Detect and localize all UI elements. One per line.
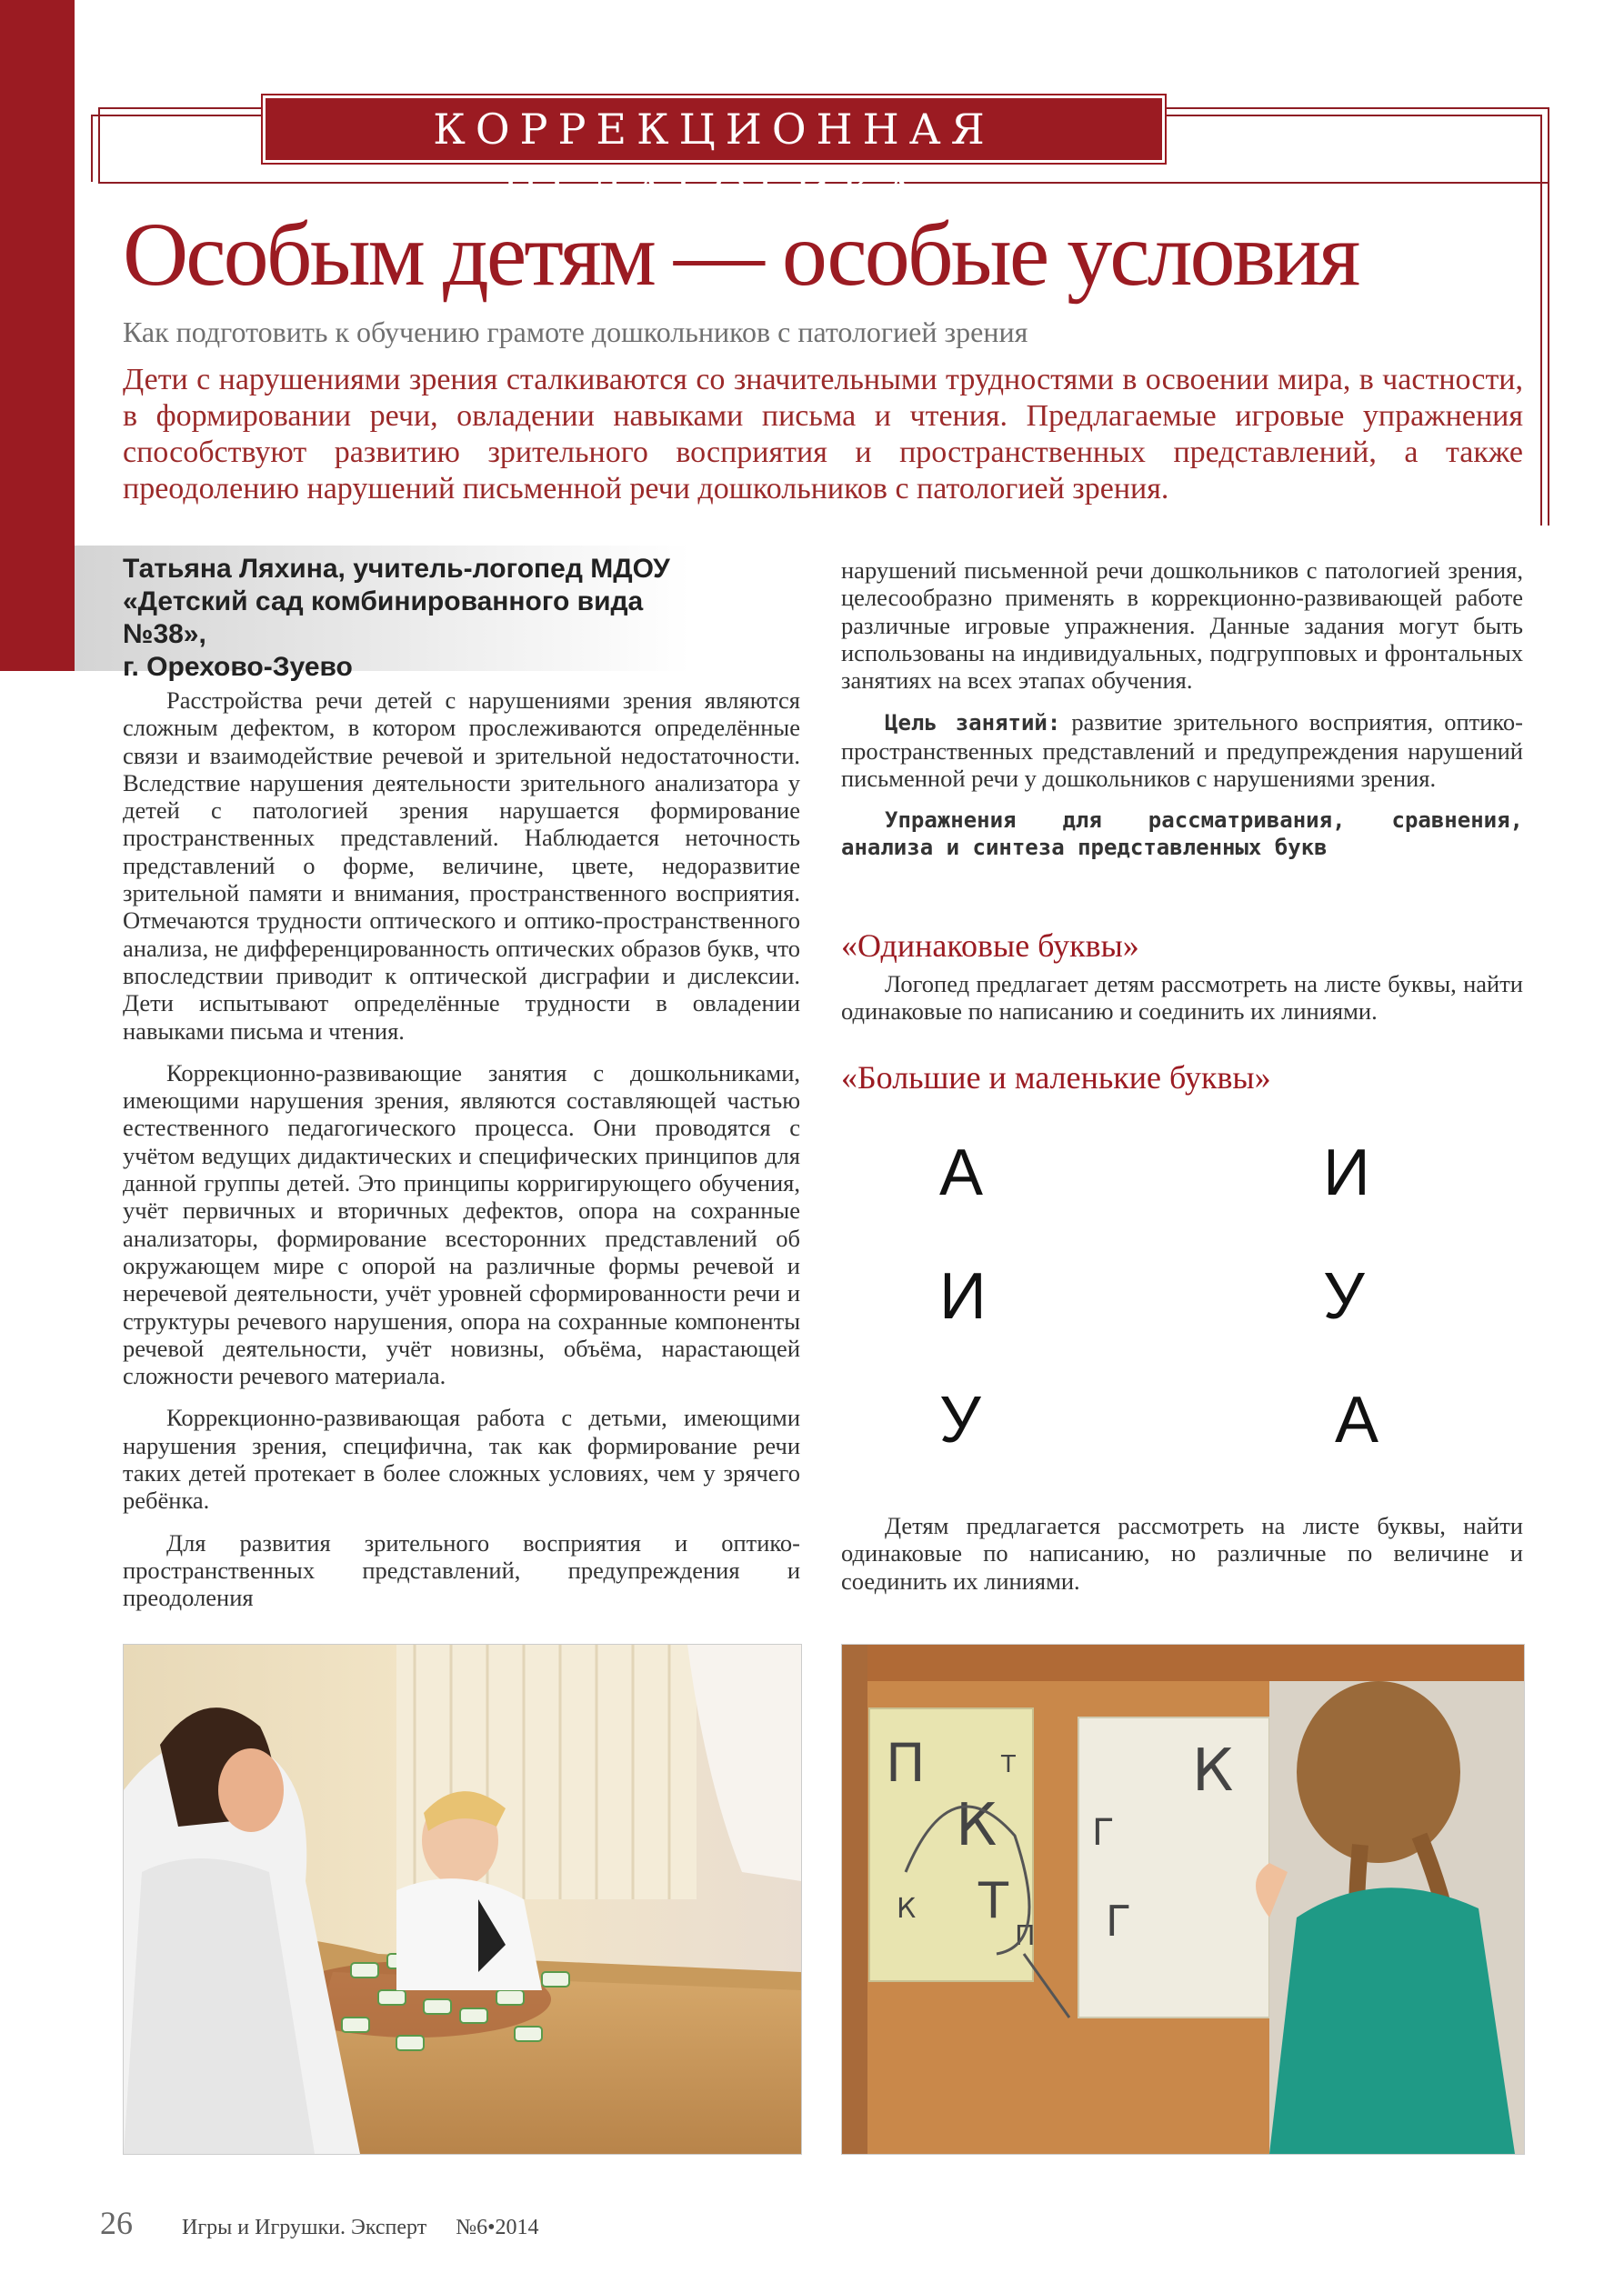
- page-number: 26: [100, 2205, 133, 2241]
- goal-text: развитие зрительного восприятия, оптико-пространственных представлений и предупреждения нарушений письменной речи у дошкольников с нарушениями зрения.: [841, 708, 1523, 793]
- article-title: Особым детям — особые условия: [123, 204, 1358, 305]
- exercise-1-text-wrap: [841, 970, 1523, 1040]
- paragraph: Для развития зрительного восприятия и оптико-пространственных представлений, предупреждения и преодоления: [123, 1528, 800, 1612]
- author-line-3: г. Орехово-Зуево: [123, 652, 353, 682]
- section-label: КОРРЕКЦИОННАЯ ПЕДАГОГИКА: [433, 105, 995, 215]
- letter-left-3: У: [939, 1384, 981, 1457]
- board-letter: К: [956, 1792, 997, 1859]
- letter-left-1: А: [939, 1136, 984, 1209]
- exercise-1-title: «Одинаковые буквы»: [841, 927, 1139, 964]
- exercise-2-text: Детям предлагается рассмотреть на листе буквы, найти одинаковые по написанию, но различные по величине и соединить их линиями.: [841, 1512, 1523, 1595]
- magazine-name: Игры и Игрушки. Эксперт: [182, 2216, 427, 2239]
- exercise-2-title: «Большие и маленькие буквы»: [841, 1059, 1271, 1096]
- issue-number: №6•2014: [456, 2216, 539, 2239]
- exercise-2-text-wrap: [841, 1512, 1523, 1609]
- photo-teacher-and-boy: [123, 1644, 802, 2155]
- paragraph: нарушений письменной речи дошкольников с патологией зрения, целесообразно применять в коррекционно-развивающей работе различные игровые упражнения. Данные задания могут быть использованы на индивидуальных, подгрупповых и фронтальных занятиях на всех этапах обучения.: [841, 556, 1523, 695]
- article-lead: Дети с нарушениями зрения сталкиваются со значительными трудностями в освоении мира, в частности, в формировании речи, овладении навыками письма и чтения. Предлагаемые игровые упражнения способствуют развитию зрительного восприятия и пространственных представлений, а также преодолению нарушений письменной речи дошкольников с патологией зрения.: [123, 363, 1523, 506]
- board-letter: К: [1192, 1737, 1234, 1805]
- paragraph: Коррекционно-развивающая работа с детьми, имеющими нарушения зрения, специфична, так как формирование речи таких детей протекает в более сложных условиях, чем у зрячего ребёнка.: [123, 1404, 800, 1515]
- letter-right-3: А: [1335, 1384, 1379, 1457]
- goal-label: Цель занятий:: [885, 710, 1061, 736]
- right-column: [841, 556, 1523, 876]
- author-byline: [123, 553, 687, 684]
- exercise-1-text: Логопед предлагает детям рассмотреть на листе буквы, найти одинаковые по написанию и соединить их линиями.: [841, 970, 1523, 1026]
- board-letter: П: [1015, 1920, 1036, 1952]
- board-letter: Г: [1092, 1812, 1115, 1854]
- article-subtitle: Как подготовить к обучению грамоте дошкольников с патологией зрения: [123, 315, 1028, 348]
- section-banner: [266, 98, 1162, 215]
- board-letter: Г: [1106, 1897, 1132, 1946]
- exercises-heading: Упражнения для рассматривания, сравнения, анализа и синтеза представленных букв: [841, 807, 1523, 861]
- author-line-2: «Детский сад комбинированного вида №38»,: [123, 586, 644, 649]
- photo-teacher-and-boy-image: [124, 1645, 801, 2154]
- left-column: [123, 686, 800, 1627]
- board-letter: К: [897, 1893, 917, 1925]
- paragraph: Коррекционно-развивающие занятия с дошкольниками, имеющими нарушения зрения, являются составляющей частью естественного педагогического процесса. Они проводятся с учётом ведущих дидактических и специфических принципов для данной группы детей. Это принципы корригирующего обучения, учёт первичных и вторичных дефектов, опора на сохранные анализаторы, формирование всесторонних представлений об окружающем мире с опорой на различные формы речевой и неречевой деятельности, учёт уровней сформированности речи и структуры речевого нарушения, опора на сохранные компоненты речевой деятельности, учёт новизны, объёма, нарастающей сложности речевого материала.: [123, 1058, 800, 1390]
- photo-girl-at-board-image: [842, 1645, 1524, 2154]
- board-letter: П: [886, 1732, 926, 1794]
- board-letter: Т: [978, 1872, 1008, 1929]
- paragraph: Расстройства речи детей с нарушениями зрения являются сложным дефектом, в котором прослеживаются определённые связи и взаимодействие речевой и зрительной недостаточности. Вследствие нарушения деятельности зрительного анализатора у детей с патологией зрения нарушается формирование пространственных представлений. Наблюдается неточность представлений о форме, величине, цвете, недоразвитие зрительной памяти и внимания, пространственного восприятия. Отмечаются трудности оптического и оптико-пространственного анализа, не дифференцированность оптических образов букв, что впоследствии приводит к оптической дисграфии и дислексии. Дети испытывают определённые трудности в овладении навыками письма и чтения.: [123, 686, 800, 1045]
- photo-girl-at-board: [841, 1644, 1525, 2155]
- board-letter: Т: [1001, 1751, 1016, 1778]
- letter-left-2: И: [939, 1260, 987, 1333]
- letter-right-2: У: [1323, 1260, 1365, 1333]
- letter-right-1: И: [1323, 1136, 1370, 1209]
- page-footer: [100, 2204, 539, 2242]
- goal-paragraph: [841, 708, 1523, 792]
- author-line-1: Татьяна Ляхина, учитель-логопед МДОУ: [123, 554, 670, 584]
